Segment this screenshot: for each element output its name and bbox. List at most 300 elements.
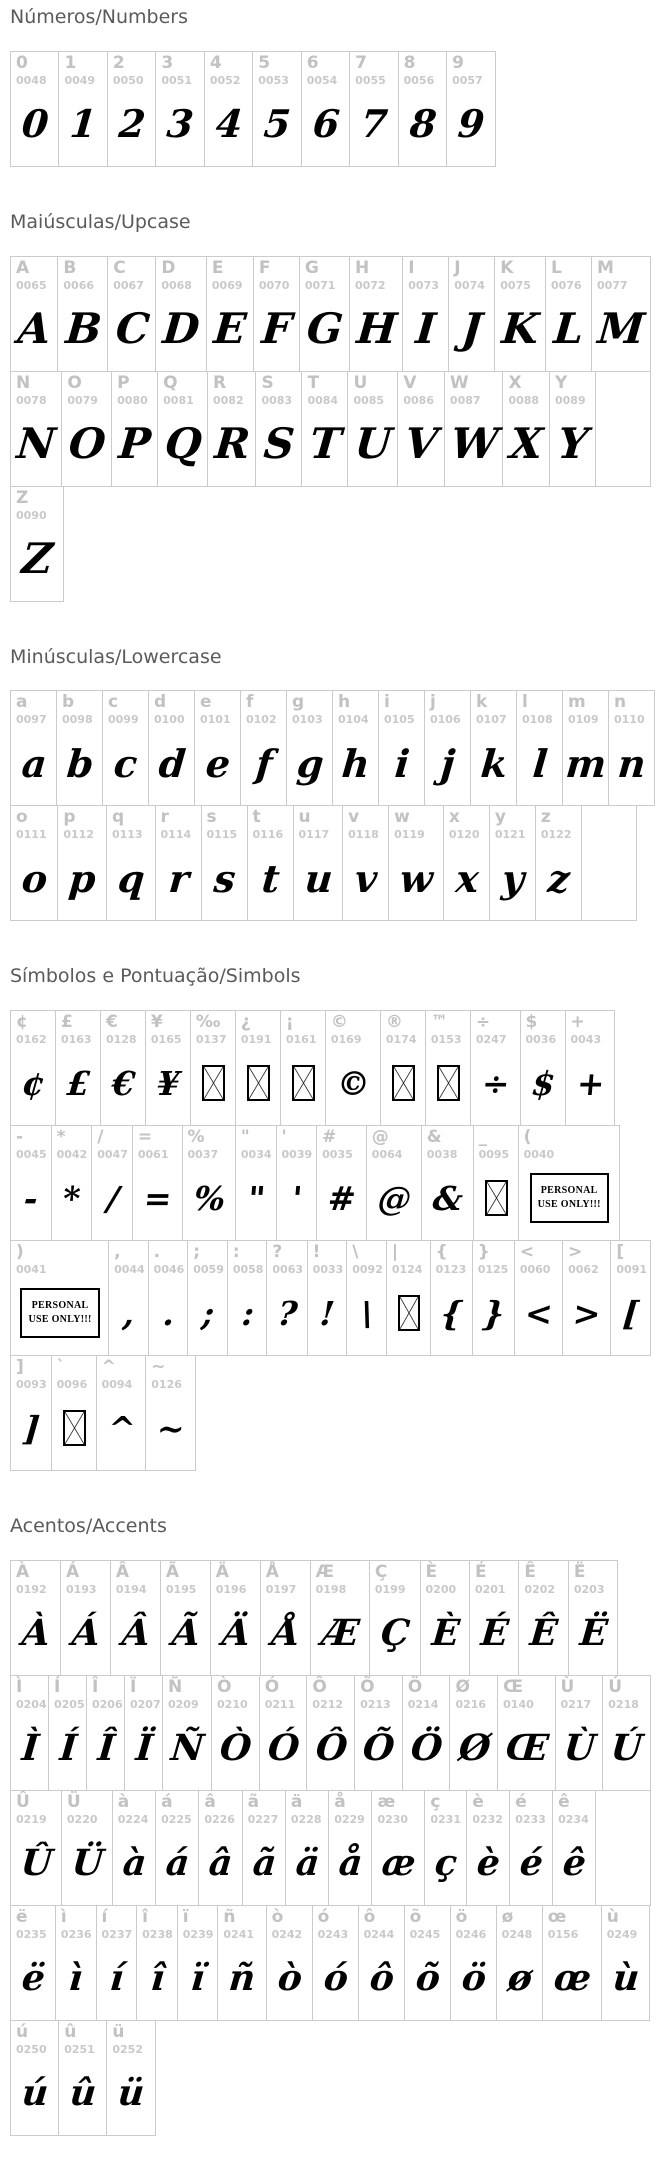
cell-glyph-area xyxy=(163,408,203,480)
cell-character-label: G xyxy=(304,257,319,278)
glyph-character: i xyxy=(392,741,412,787)
glyph-character: Ò xyxy=(218,1727,254,1770)
glyph-character: ] xyxy=(21,1408,41,1448)
cell-unicode-code: 0104 xyxy=(338,713,369,727)
glyph-row xyxy=(10,486,651,602)
cell-glyph-area xyxy=(92,1712,120,1784)
cell-character-label: : xyxy=(232,1242,240,1263)
glyph-character: ü xyxy=(116,2072,147,2115)
glyph-character: X xyxy=(508,419,546,469)
glyph-character: ? xyxy=(276,1293,299,1333)
cell-unicode-code: 0218 xyxy=(608,1697,639,1711)
cell-glyph-area xyxy=(313,1278,343,1350)
glyph-character: ô xyxy=(367,1957,396,2000)
section-symbols xyxy=(10,965,651,1471)
cell-unicode-code: 0249 xyxy=(606,1927,638,1941)
cell-unicode-code: 0198 xyxy=(315,1582,347,1596)
glyph-character: U xyxy=(352,419,394,469)
cell-character-label: z xyxy=(540,807,551,828)
glyph-cell xyxy=(502,371,550,487)
glyph-character: O xyxy=(66,419,108,469)
glyph-cell xyxy=(386,1240,431,1356)
cell-glyph-area xyxy=(161,293,202,365)
cell-unicode-code: 0036 xyxy=(525,1033,557,1047)
cell-character-label: C xyxy=(113,257,126,278)
glyph-character: ! xyxy=(318,1293,337,1333)
glyph-character: s xyxy=(211,856,238,902)
glyph-cell xyxy=(608,690,655,806)
cell-character-label: Ö xyxy=(407,1676,423,1697)
glyph-character: b xyxy=(64,741,96,787)
cell-unicode-code: 0225 xyxy=(161,1812,192,1826)
glyph-cell xyxy=(204,51,253,167)
cell-unicode-code: 0037 xyxy=(187,1148,219,1162)
cell-unicode-code: 0209 xyxy=(168,1697,199,1711)
glyph-character: \ xyxy=(359,1293,375,1333)
glyph-table-uppercase xyxy=(10,256,651,602)
glyph-cell xyxy=(106,2020,155,2136)
cell-glyph-area xyxy=(526,1048,561,1120)
glyph-cell xyxy=(562,690,609,806)
glyph-cell xyxy=(404,1905,451,2021)
cell-glyph-area xyxy=(16,523,59,595)
glyph-cell xyxy=(235,1125,277,1241)
glyph-table-symbols xyxy=(10,1010,651,1471)
cell-glyph-area xyxy=(64,88,102,160)
cell-unicode-code: 0066 xyxy=(63,278,95,292)
cell-unicode-code: 0235 xyxy=(16,1927,47,1941)
glyph-cell xyxy=(472,1240,515,1356)
cell-character-label: A xyxy=(16,257,30,278)
cell-unicode-code: 0217 xyxy=(560,1697,592,1711)
cell-character-label: õ xyxy=(409,1906,422,1927)
glyph-character: r xyxy=(166,856,191,902)
cell-unicode-code: 0251 xyxy=(64,2042,95,2056)
glyph-character: © xyxy=(335,1063,372,1103)
glyph-cell xyxy=(509,1790,553,1906)
glyph-character: ò xyxy=(275,1957,304,2000)
glyph-cell xyxy=(155,805,202,921)
cell-character-label: ö xyxy=(455,1906,468,1927)
cell-unicode-code: 0203 xyxy=(573,1582,605,1596)
cell-character-label: \ xyxy=(352,1242,359,1263)
glyph-cell xyxy=(424,1790,467,1906)
glyph-cell xyxy=(211,1675,260,1791)
glyph-character: P xyxy=(117,419,154,469)
glyph-character: Æ xyxy=(319,1612,361,1655)
cell-glyph-area xyxy=(338,728,374,800)
cell-unicode-code: 0105 xyxy=(384,713,415,727)
cell-unicode-code: 0191 xyxy=(240,1033,272,1047)
cell-character-label: R xyxy=(213,372,227,393)
cell-glyph-area xyxy=(524,1597,563,1669)
glyph-cell xyxy=(10,256,58,372)
cell-character-label: B xyxy=(63,257,77,278)
glyph-character: N xyxy=(15,419,59,469)
glyph-cell xyxy=(58,2020,107,2136)
cell-unicode-code: 0099 xyxy=(108,713,139,727)
cell-character-label: Œ xyxy=(503,1676,523,1697)
cell-character-label: í xyxy=(101,1906,108,1927)
glyph-character: Z xyxy=(19,534,55,584)
cell-unicode-code: 0077 xyxy=(596,278,628,292)
cell-glyph-area xyxy=(574,1597,613,1669)
cell-character-label: } xyxy=(477,1242,490,1263)
cell-unicode-code: 0197 xyxy=(265,1582,297,1596)
cell-glyph-area xyxy=(472,1827,505,1899)
glyph-character: Œ xyxy=(503,1727,550,1770)
glyph-cell xyxy=(177,1905,219,2021)
glyph-character: l xyxy=(530,741,550,787)
glyph-cell xyxy=(552,1790,596,1906)
glyph-row xyxy=(10,1790,651,1906)
glyph-cell xyxy=(310,1560,370,1676)
cell-character-label: è xyxy=(472,1791,484,1812)
glyph-cell xyxy=(235,1010,281,1126)
cell-glyph-area xyxy=(286,1048,321,1120)
cell-unicode-code: 0228 xyxy=(290,1812,322,1826)
glyph-character: í xyxy=(108,1957,126,2000)
glyph-cell xyxy=(378,690,425,806)
glyph-character: : xyxy=(239,1293,256,1333)
glyph-cell xyxy=(328,1790,372,1906)
glyph-character: # xyxy=(326,1178,358,1218)
glyph-cell xyxy=(56,690,103,806)
glyph-character: H xyxy=(354,304,399,354)
cell-unicode-code: 0064 xyxy=(371,1148,403,1162)
glyph-character: Ã xyxy=(169,1612,202,1655)
cell-unicode-code: 0054 xyxy=(306,73,338,87)
cell-unicode-code: 0035 xyxy=(322,1148,353,1162)
glyph-character: , xyxy=(121,1293,137,1333)
glyph-character: ¥ xyxy=(155,1063,182,1103)
cell-glyph-area xyxy=(188,1163,231,1235)
section-title-symbols: Símbolos e Pontuação/Simbols xyxy=(10,965,301,988)
cell-character-label: - xyxy=(16,1127,24,1148)
glyph-character: õ xyxy=(413,1957,442,2000)
cell-glyph-area xyxy=(168,1712,207,1784)
glyph-cell xyxy=(542,1905,602,2021)
glyph-cell xyxy=(285,1790,329,1906)
section-title-numbers: Números/Numbers xyxy=(10,6,188,28)
cell-character-label: f xyxy=(246,692,254,713)
glyph-cell xyxy=(240,690,287,806)
cell-unicode-code: 0219 xyxy=(16,1812,47,1826)
cell-character-label: Æ xyxy=(315,1561,335,1582)
cell-character-label: h xyxy=(338,692,351,713)
glyph-cell xyxy=(371,1790,425,1906)
cell-glyph-area xyxy=(455,1712,493,1784)
glyph-character: g xyxy=(294,741,326,787)
cell-unicode-code: 0120 xyxy=(448,828,480,842)
glyph-character: " xyxy=(245,1178,267,1218)
cell-character-label: ó xyxy=(317,1906,330,1927)
cell-character-label: + xyxy=(570,1012,585,1033)
cell-glyph-area xyxy=(479,1163,514,1235)
glyph-character: £ xyxy=(65,1063,92,1103)
glyph-character: A xyxy=(16,304,54,354)
section-accents xyxy=(10,1515,651,2136)
section-uppercase xyxy=(10,211,651,602)
glyph-character: @ xyxy=(376,1178,413,1218)
cell-unicode-code: 0201 xyxy=(474,1582,506,1596)
glyph-character: 1 xyxy=(68,101,99,147)
glyph-character: ÷ xyxy=(480,1063,512,1103)
cell-unicode-code: 0074 xyxy=(454,278,485,292)
cell-unicode-code: 0072 xyxy=(354,278,386,292)
cell-unicode-code: 0089 xyxy=(555,393,586,407)
cell-character-label: â xyxy=(204,1791,216,1812)
cell-character-label: ù xyxy=(606,1906,619,1927)
cell-character-label: Q xyxy=(163,372,178,393)
cell-unicode-code: 0085 xyxy=(353,393,385,407)
cell-glyph-area xyxy=(614,728,650,800)
cell-glyph-area xyxy=(404,88,442,160)
cell-unicode-code: 0107 xyxy=(476,713,507,727)
missing-glyph-icon xyxy=(202,1065,225,1101)
section-title-uppercase: Maiúsculas/Upcase xyxy=(10,210,191,233)
cell-glyph-area xyxy=(212,293,249,365)
cell-unicode-code: 0226 xyxy=(204,1812,235,1826)
cell-unicode-code: 0199 xyxy=(374,1582,406,1596)
cell-glyph-area xyxy=(200,728,236,800)
glyph-cell xyxy=(55,1010,101,1126)
glyph-cell xyxy=(187,1240,228,1356)
cell-unicode-code: 0250 xyxy=(16,2042,47,2056)
cell-character-label: ! xyxy=(312,1242,321,1263)
glyph-cell xyxy=(96,1355,147,1471)
cell-character-label: £ xyxy=(60,1012,73,1033)
glyph-cell xyxy=(286,690,333,806)
cell-character-label: o xyxy=(16,807,28,828)
cell-unicode-code: 0125 xyxy=(477,1263,509,1277)
cell-glyph-area xyxy=(118,1827,151,1899)
cell-character-label: q xyxy=(111,807,125,828)
cell-character-label: Ô xyxy=(312,1676,327,1697)
cell-glyph-area xyxy=(282,1163,313,1235)
glyph-cell xyxy=(366,1125,422,1241)
glyph-cell xyxy=(496,1905,543,2021)
glyph-table-lowercase xyxy=(10,690,651,921)
glyph-character: Í xyxy=(57,1727,79,1770)
glyph-cell xyxy=(201,805,248,921)
glyph-cell xyxy=(449,1675,498,1791)
cell-unicode-code: 0068 xyxy=(161,278,192,292)
glyph-cell xyxy=(520,1010,566,1126)
cell-glyph-area xyxy=(452,88,490,160)
cell-unicode-code: 0042 xyxy=(56,1148,88,1162)
glyph-cell xyxy=(369,1560,421,1676)
cell-character-label: ) xyxy=(16,1242,24,1263)
glyph-cell xyxy=(155,256,207,372)
glyph-character: a xyxy=(19,741,49,787)
cell-character-label: b xyxy=(62,692,75,713)
cell-unicode-code: 0062 xyxy=(568,1263,599,1277)
glyph-character: ¢ xyxy=(20,1063,47,1103)
glyph-character: t xyxy=(259,856,282,902)
glyph-cell xyxy=(470,690,517,806)
glyph-character: Ç xyxy=(379,1612,412,1655)
glyph-character: ê xyxy=(561,1842,588,1885)
cell-unicode-code: 0069 xyxy=(211,278,243,292)
missing-glyph-icon xyxy=(437,1065,460,1101)
glyph-character: Ë xyxy=(578,1612,610,1655)
cell-glyph-area xyxy=(63,293,103,365)
cell-unicode-code: 0039 xyxy=(281,1148,313,1162)
glyph-character: K xyxy=(500,304,542,354)
cell-unicode-code: 0216 xyxy=(455,1697,487,1711)
glyph-character: j xyxy=(439,741,457,787)
glyph-cell xyxy=(518,1560,568,1676)
glyph-row xyxy=(10,371,651,487)
cell-glyph-area xyxy=(408,1712,446,1784)
glyph-character: ñ xyxy=(227,1957,258,2000)
glyph-cell xyxy=(301,51,350,167)
glyph-cell xyxy=(110,1560,161,1676)
cell-glyph-area xyxy=(130,1712,158,1784)
cell-unicode-code: 0230 xyxy=(377,1812,409,1826)
cell-unicode-code: 0205 xyxy=(54,1697,85,1711)
cell-character-label: M xyxy=(596,257,614,278)
cell-character-label: L xyxy=(550,257,562,278)
glyph-cell xyxy=(402,256,449,372)
cell-character-label: ] xyxy=(16,1357,24,1378)
cell-glyph-area xyxy=(608,1712,646,1784)
cell-unicode-code: 0119 xyxy=(394,828,425,842)
glyph-character: M xyxy=(596,304,647,354)
cell-glyph-area xyxy=(408,293,444,365)
cell-character-label: ? xyxy=(272,1242,283,1263)
glyph-cell xyxy=(107,256,156,372)
glyph-cell xyxy=(48,1675,87,1791)
cell-character-label: x xyxy=(448,807,460,828)
glyph-character: I xyxy=(414,304,439,354)
glyph-cell xyxy=(545,256,592,372)
cell-glyph-area xyxy=(66,1597,106,1669)
cell-unicode-code: 0084 xyxy=(307,393,339,407)
glyph-cell xyxy=(354,1675,403,1791)
cell-glyph-area xyxy=(213,408,251,480)
cell-glyph-area xyxy=(223,1942,261,2014)
cell-unicode-code: 0212 xyxy=(312,1697,344,1711)
glyph-character: 6 xyxy=(310,101,342,147)
cell-glyph-area xyxy=(476,1048,516,1120)
cell-character-label: 1 xyxy=(64,52,77,73)
cell-unicode-code: 0245 xyxy=(409,1927,441,1941)
cell-glyph-area xyxy=(548,1942,597,2014)
cell-character-label: F xyxy=(258,257,271,278)
cell-character-label: á xyxy=(161,1791,173,1812)
cell-character-label: Ê xyxy=(524,1561,537,1582)
cell-character-label: Ì xyxy=(16,1676,23,1697)
cell-glyph-area xyxy=(322,1163,362,1235)
cell-unicode-code: 0055 xyxy=(355,73,386,87)
cell-glyph-area xyxy=(16,2057,54,2129)
cell-unicode-code: 0232 xyxy=(472,1812,503,1826)
cell-glyph-area xyxy=(261,408,297,480)
cell-glyph-area xyxy=(112,843,151,915)
cell-unicode-code: 0070 xyxy=(258,278,290,292)
glyph-cell xyxy=(10,1240,109,1356)
cell-unicode-code: 0200 xyxy=(425,1582,457,1596)
glyph-character: } xyxy=(481,1293,507,1333)
cell-glyph-area xyxy=(316,1597,365,1669)
glyph-cell xyxy=(100,1010,146,1126)
glyph-cell xyxy=(51,1125,93,1241)
glyph-character: ï xyxy=(189,1957,207,2000)
cell-character-label: Ï xyxy=(130,1676,137,1697)
cell-glyph-area xyxy=(102,1942,133,2014)
cell-character-label: V xyxy=(403,372,417,393)
glyph-cell xyxy=(10,51,59,167)
glyph-cell xyxy=(252,51,301,167)
cell-unicode-code: 0122 xyxy=(540,828,572,842)
cell-character-label: { xyxy=(435,1242,448,1263)
cell-glyph-area xyxy=(151,1048,186,1120)
glyph-cell xyxy=(10,1905,56,2021)
cell-glyph-area xyxy=(551,293,587,365)
cell-unicode-code: 0204 xyxy=(16,1697,47,1711)
glyph-character: Ø xyxy=(456,1727,492,1770)
cell-unicode-code: 0247 xyxy=(475,1033,507,1047)
cell-character-label: < xyxy=(519,1242,535,1263)
glyph-character: â xyxy=(207,1842,235,1885)
cell-unicode-code: 0092 xyxy=(352,1263,383,1277)
glyph-cell xyxy=(494,256,546,372)
section-numbers xyxy=(10,6,651,167)
cell-unicode-code: 0163 xyxy=(60,1033,92,1047)
glyph-character: å xyxy=(337,1842,365,1885)
glyph-character: = xyxy=(142,1178,174,1218)
cell-unicode-code: 0242 xyxy=(271,1927,303,1941)
glyph-character: L xyxy=(552,304,586,354)
cell-character-label: Ë xyxy=(573,1561,586,1582)
glyph-character: ç xyxy=(433,1842,460,1885)
cell-unicode-code: 0044 xyxy=(114,1263,145,1277)
cell-glyph-area xyxy=(307,408,343,480)
cell-unicode-code: 0075 xyxy=(500,278,531,292)
glyph-row xyxy=(10,1240,651,1356)
glyph-cell xyxy=(55,1905,97,2021)
cell-character-label: ` xyxy=(56,1357,66,1378)
glyph-cell xyxy=(108,1240,149,1356)
cell-unicode-code: 0118 xyxy=(348,828,379,842)
glyph-cell xyxy=(358,1905,405,2021)
cell-character-label: y xyxy=(494,807,506,828)
cell-character-label: . xyxy=(153,1242,161,1263)
glyph-cell xyxy=(450,1905,497,2021)
glyph-character: E xyxy=(212,304,249,354)
cell-character-label: & xyxy=(426,1127,442,1148)
glyph-cell xyxy=(155,1790,199,1906)
cell-glyph-area xyxy=(427,1163,469,1235)
cell-glyph-area xyxy=(166,1597,206,1669)
glyph-character: ö xyxy=(459,1957,488,2000)
cell-glyph-area xyxy=(138,1163,178,1235)
cell-character-label: Í xyxy=(54,1676,61,1697)
cell-character-label: U xyxy=(353,372,368,393)
cell-character-label: r xyxy=(160,807,169,828)
cell-unicode-code: 0052 xyxy=(209,73,241,87)
cell-glyph-area xyxy=(331,1048,376,1120)
cell-unicode-code: 0110 xyxy=(614,713,645,727)
cell-unicode-code: 0227 xyxy=(247,1812,279,1826)
cell-unicode-code: 0067 xyxy=(113,278,144,292)
glyph-cell xyxy=(420,1560,470,1676)
cell-glyph-area xyxy=(16,1712,44,1784)
cell-glyph-area xyxy=(502,1942,538,2014)
glyph-row xyxy=(10,2020,651,2136)
